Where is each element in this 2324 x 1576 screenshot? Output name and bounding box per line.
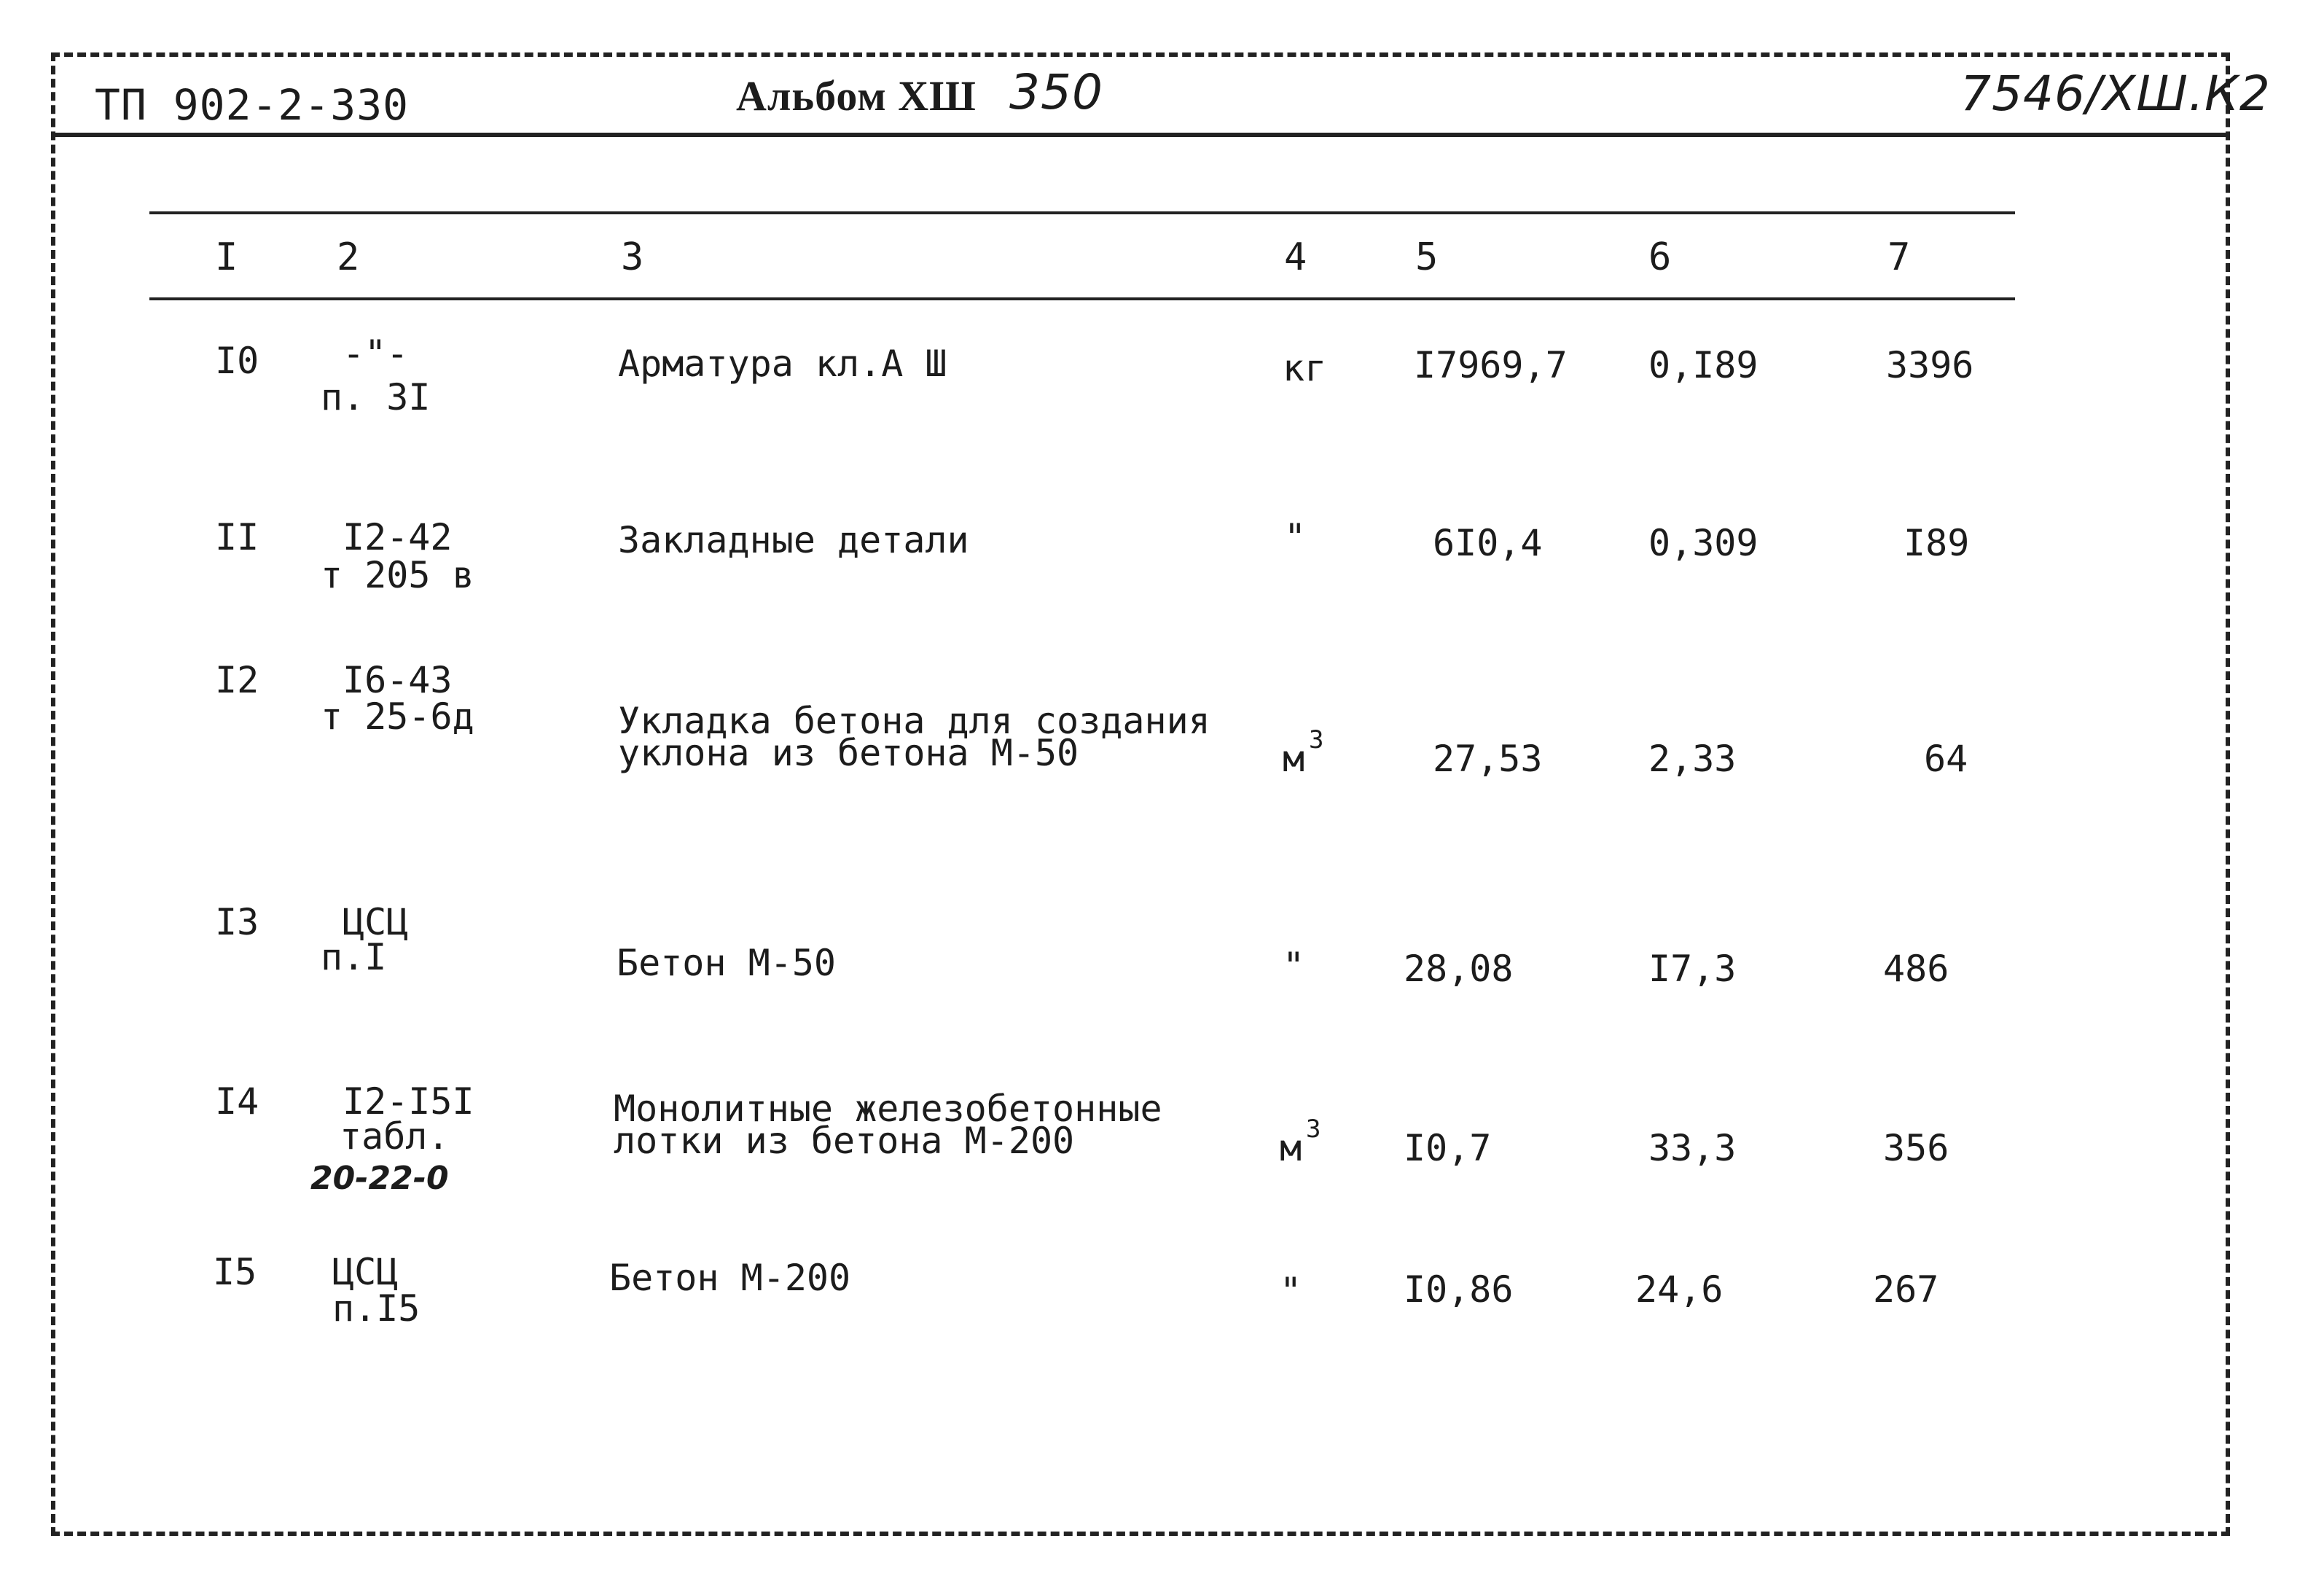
row-num: I4	[215, 1080, 259, 1123]
header-divider	[51, 133, 2230, 137]
row-num: II	[215, 516, 259, 558]
row-ref-line3: 20-22-0	[310, 1160, 449, 1197]
album-label: Альбом ХШ	[736, 72, 977, 120]
row-unit: м	[1283, 738, 1305, 780]
row-description: Бетон М-200	[609, 1257, 851, 1299]
col-header-6: 6	[1648, 235, 1672, 279]
row-quantity: I0,7	[1404, 1127, 1492, 1169]
row-unit-exponent: 3	[1309, 725, 1324, 754]
row-num: I0	[215, 340, 259, 382]
row-unit-price: 0,I89	[1648, 344, 1758, 386]
row-total: 486	[1883, 948, 1949, 990]
row-ref-line2: п. 3I	[321, 376, 431, 418]
row-ref-line1: ЦСЦ	[343, 901, 409, 943]
row-num: I5	[213, 1251, 257, 1293]
col-header-5: 5	[1415, 235, 1439, 279]
row-quantity: I7969,7	[1414, 344, 1568, 386]
row-description: Бетон М-50	[617, 942, 837, 984]
row-ref-line1: ЦСЦ	[332, 1251, 399, 1293]
row-total: 356	[1883, 1127, 1949, 1169]
row-total: 3396	[1886, 344, 1974, 386]
col-header-3: 3	[621, 235, 644, 279]
col-header-7: 7	[1887, 235, 1911, 279]
row-total: 64	[1924, 738, 1968, 780]
sheet-number: 350	[1009, 64, 1103, 120]
row-ref-line2: т 205 в	[321, 554, 474, 596]
row-description: Арматура кл.А Ш	[618, 343, 947, 385]
inventory-number: 7546/ХШ.К2	[1960, 66, 2271, 122]
row-quantity: 6I0,4	[1433, 522, 1543, 564]
row-description-line1: Укладка бетона для создания	[618, 700, 1210, 742]
row-num: I3	[215, 901, 259, 943]
row-unit-exponent: 3	[1306, 1115, 1321, 1144]
row-quantity: 27,53	[1433, 738, 1543, 780]
row-unit: м	[1280, 1127, 1302, 1169]
row-description: Закладные детали	[618, 519, 969, 561]
row-unit-price: 33,3	[1648, 1127, 1737, 1169]
col-header-1: I	[215, 235, 238, 279]
table-top-rule	[149, 211, 2015, 214]
row-unit: "	[1284, 516, 1307, 558]
row-description-line2: уклона из бетона М-50	[618, 732, 1079, 774]
row-unit-price: I7,3	[1648, 948, 1737, 990]
row-ref-line1: I2-42	[343, 516, 453, 558]
row-unit: "	[1280, 1270, 1302, 1312]
row-num: I2	[215, 659, 259, 701]
row-unit: кг	[1283, 347, 1327, 389]
row-ref-line2: т 25-6д	[321, 695, 474, 738]
row-unit: "	[1283, 945, 1305, 987]
col-header-2: 2	[337, 235, 360, 279]
row-ref-line1: -"-	[343, 332, 409, 375]
row-description-line1: Монолитные железобетонные	[614, 1088, 1162, 1130]
row-unit-price: 24,6	[1635, 1268, 1724, 1311]
table-header-rule	[149, 297, 2015, 300]
row-unit-price: 0,309	[1648, 522, 1758, 564]
row-ref-line1: I2-I5I	[343, 1080, 474, 1123]
row-description-line2: лотки из бетона М-200	[614, 1120, 1075, 1162]
row-ref-line2: п.I	[321, 936, 387, 978]
row-ref-line2: табл.	[340, 1115, 450, 1158]
row-ref-line2: п.I5	[332, 1287, 420, 1330]
row-total: 267	[1873, 1268, 1939, 1311]
col-header-4: 4	[1284, 235, 1307, 279]
row-unit-price: 2,33	[1648, 738, 1737, 780]
row-total: I89	[1904, 522, 1970, 564]
project-code: ТП 902-2-330	[95, 80, 410, 130]
row-quantity: 28,08	[1404, 948, 1514, 990]
row-quantity: I0,86	[1404, 1268, 1514, 1311]
row-ref-line1: I6-43	[343, 659, 453, 701]
